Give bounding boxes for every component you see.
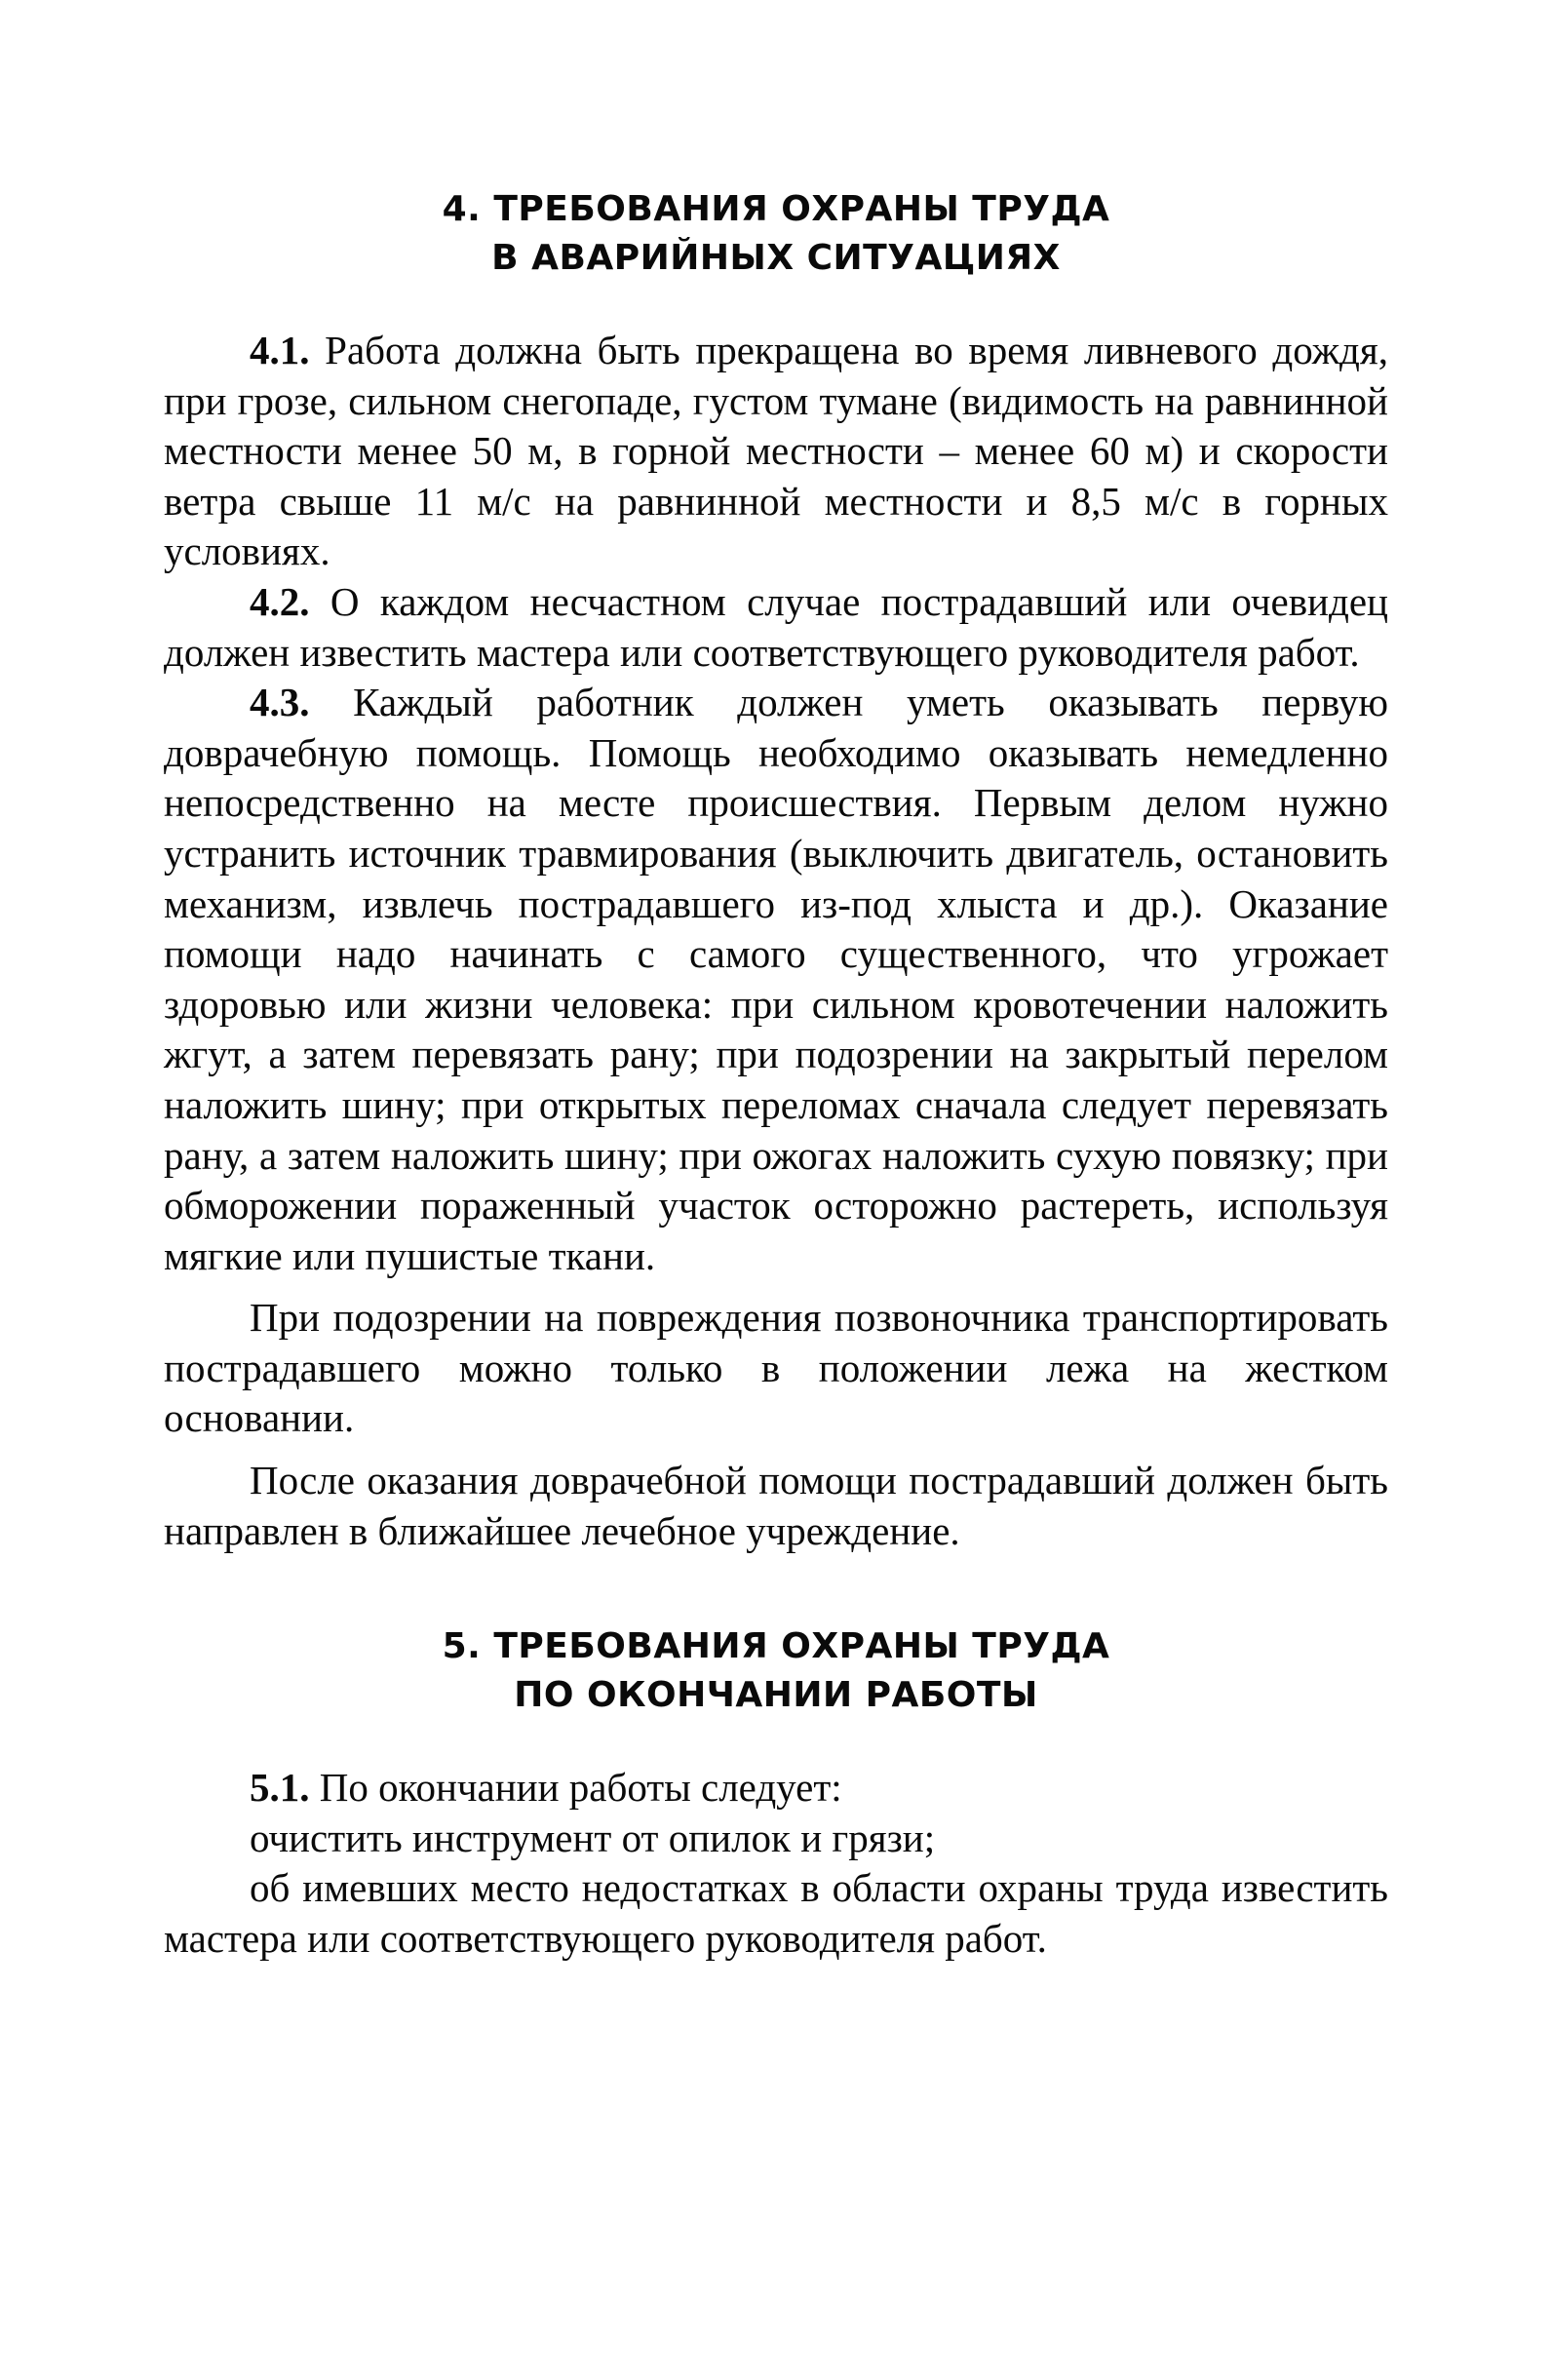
paragraph-4-2 (164, 577, 1388, 678)
paragraph-4-1 (164, 326, 1388, 577)
section-5-heading (164, 1622, 1388, 1720)
section-4-heading-line-1: 4. ТРЕБОВАНИЯ ОХРАНЫ ТРУДА (442, 189, 1110, 229)
section-5-heading-line-1: 5. ТРЕБОВАНИЯ ОХРАНЫ ТРУДА (442, 1626, 1110, 1667)
paragraph-4-3-text: Каждый работник должен уметь оказывать первую доврачебную помощь. Помощь необходимо оказывать немедленно непосредственно на месте происшествия. Первым делом нужно устранить источник травмирования (выключить двигатель, остановить механизм, извлечь пострадавшего из-под хлыста и др.). Оказание помощи надо начинать с самого существенного, что угрожает здоровью или жизни человека: при сильном кровотечении наложить жгут, а затем перевязать рану; при подозрении на закрытый перелом наложить шину; при открытых переломах сначала следует перевязать рану, а затем наложить шину; при ожогах наложить сухую повязку; при обморожении пораженный участок осторожно растереть, используя мягкие или пушистые ткани. (164, 680, 1388, 1278)
clause-number-4-2: 4.2. (250, 578, 310, 624)
paragraph-5-1-text: По окончании работы следует: (309, 1765, 842, 1811)
paragraph-spine-injury: При подозрении на повреждения позвоночника транспортировать пострадавшего можно только в положении лежа на жестком основании. (164, 1295, 1388, 1441)
list-item-clean-tools: очистить инструмент от опилок и грязи; (250, 1814, 936, 1860)
paragraph-4-2-text: О каждом несчастном случае пострадавший или очевидец должен известить мастера или соответствующего руководителя работ. (164, 578, 1388, 675)
paragraph-after-first-aid: После оказания доврачебной помощи пострадавший должен быть направлен в ближайшее лечебное учреждение. (164, 1458, 1388, 1553)
clause-number-4-3: 4.3. (250, 680, 310, 725)
section-4-heading-line-2: В АВАРИЙНЫХ СИТУАЦИЯХ (491, 238, 1061, 278)
clause-number-5-1: 5.1. (250, 1765, 310, 1811)
paragraph-4-1-text: Работа должна быть прекращена во время ливневого дождя, при грозе, сильном снегопаде, густом тумане (видимость на равнинной местности менее 50 м, в горной местности – менее 60 м) и скорости ветра свыше 11 м/с на равнинной местности и 8,5 м/с в горных условиях. (164, 328, 1388, 574)
paragraph-5-1 (164, 1763, 1388, 1814)
page-content (164, 185, 1388, 1965)
section-5-heading-line-2: ПО ОКОНЧАНИИ РАБОТЫ (514, 1675, 1038, 1716)
clause-number-4-1: 4.1. (250, 328, 310, 372)
section-4-heading (164, 185, 1388, 283)
list-item-report-deficiencies: об имевших место недостатках в области охраны труда известить мастера или соответствующего руководителя работ. (164, 1865, 1388, 1962)
paragraph-4-3 (164, 678, 1388, 1281)
